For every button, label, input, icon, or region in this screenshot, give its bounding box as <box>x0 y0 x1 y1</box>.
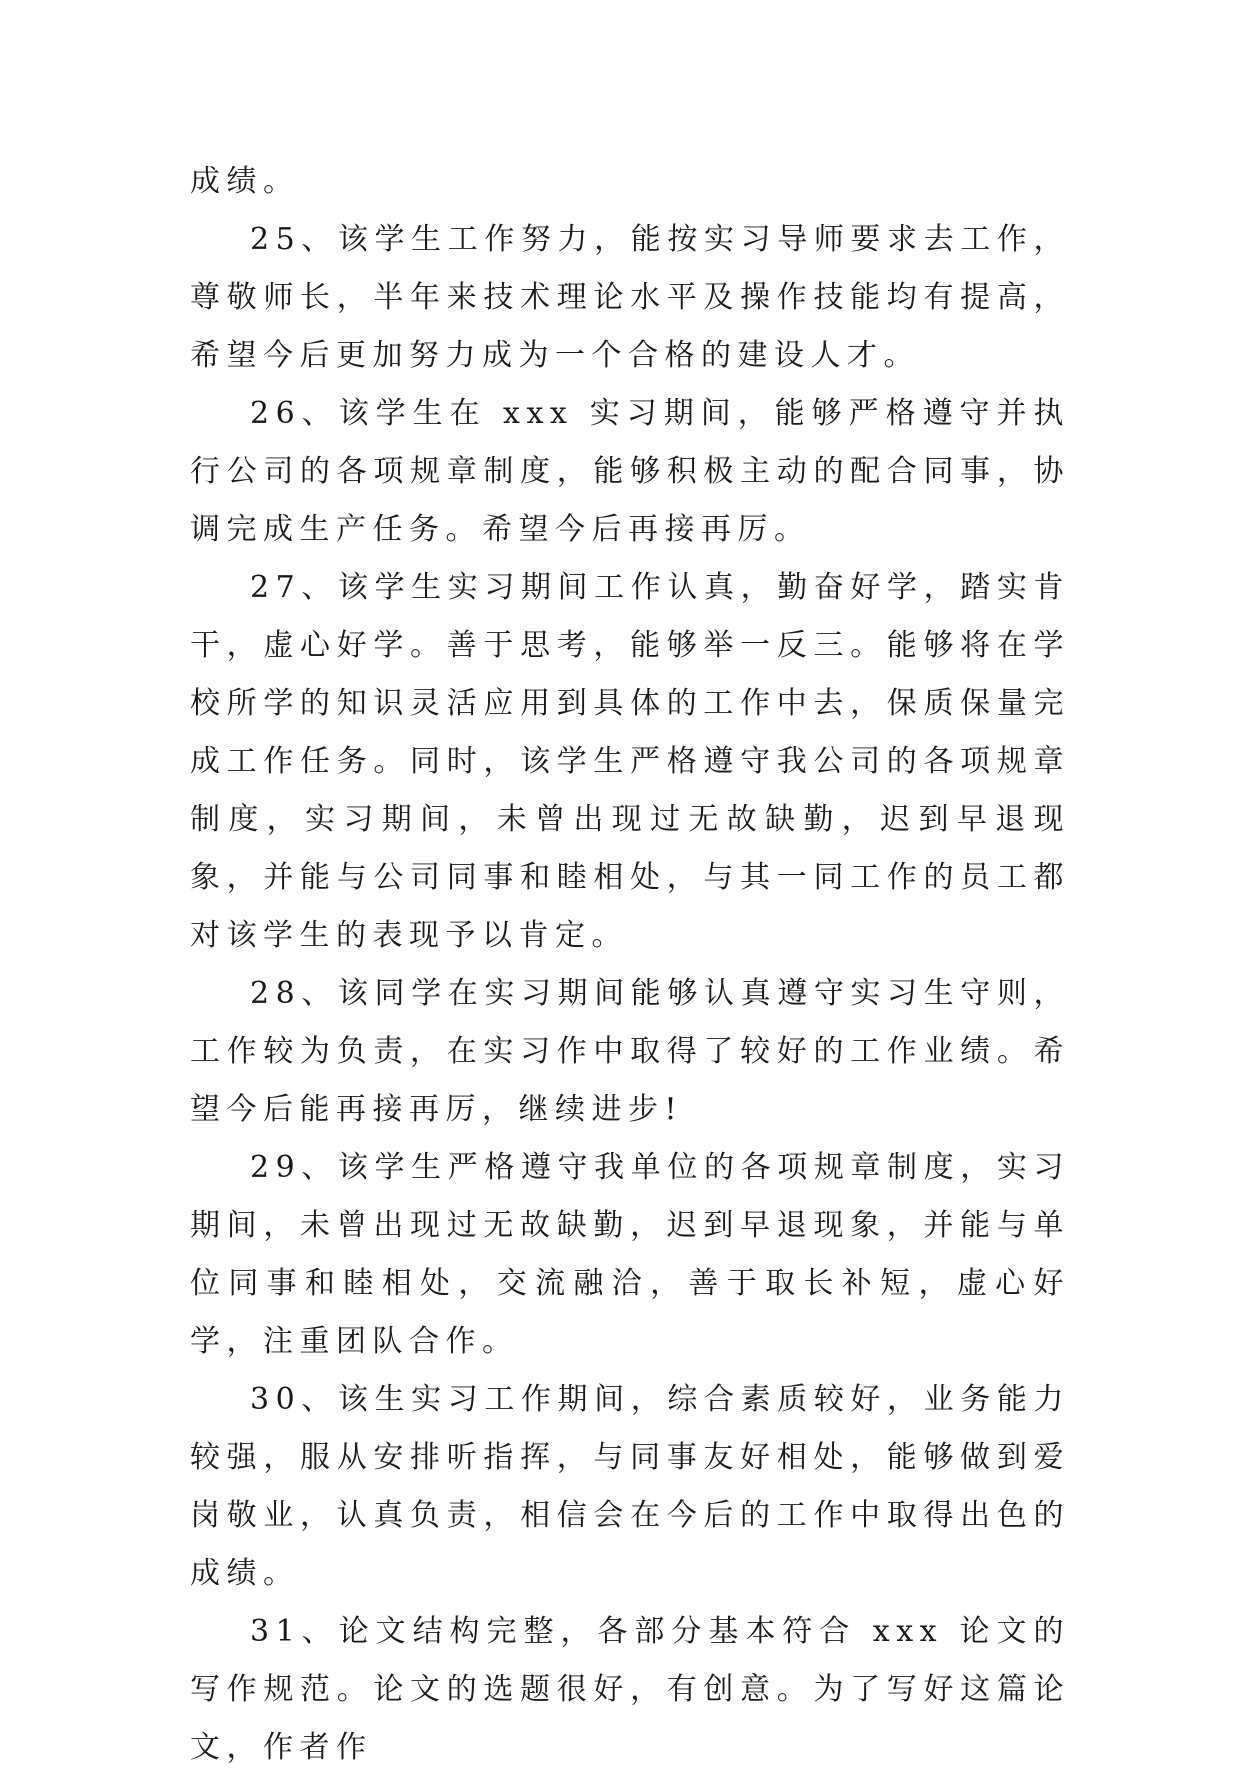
paragraph-28: 28、该同学在实习期间能够认真遵守实习生守则，工作较为负责，在实习作中取得了较好的工作业绩。希望今后能再接再厉，继续进步! <box>190 976 1070 1127</box>
paragraph-29: 29、该学生严格遵守我单位的各项规章制度，实习期间，未曾出现过无故缺勤，迟到早退现象，并能与单位同事和睦相处，交流融洽，善于取长补短，虚心好学，注重团队合作。 <box>190 1150 1070 1359</box>
paragraph-27: 27、该学生实习期间工作认真，勤奋好学，踏实肯干，虚心好学。善于思考，能够举一反三。能够将在学校所学的知识灵活应用到具体的工作中去，保质保量完成工作任务。同时，该学生严格遵守我公司的各项规章制度，实习期间，未曾出现过无故缺勤，迟到早退现象，并能与公司同事和睦相处，与其一同工作的员工都对该学生的表现予以肯定。 <box>190 570 1070 953</box>
paragraph-continuation: 成绩。 <box>190 164 300 199</box>
paragraph-26: 26、该学生在 xxx 实习期间，能够严格遵守并执行公司的各项规章制度，能够积极主动的配合同事，协调完成生产任务。希望今后再接再厉。 <box>190 396 1070 547</box>
paragraph-31: 31、论文结构完整，各部分基本符合 xxx 论文的写作规范。论文的选题很好，有创意。为了写好这篇论文，作者作 <box>190 1614 1070 1765</box>
document-body <box>190 153 1070 1777</box>
paragraph-30: 30、该生实习工作期间，综合素质较好，业务能力较强，服从安排听指挥，与同事友好相处，能够做到爱岗敬业，认真负责，相信会在今后的工作中取得出色的成绩。 <box>190 1382 1070 1591</box>
paragraph-25: 25、该学生工作努力，能按实习导师要求去工作，尊敬师长，半年来技术理论水平及操作技能均有提高，希望今后更加努力成为一个合格的建设人才。 <box>190 222 1070 373</box>
